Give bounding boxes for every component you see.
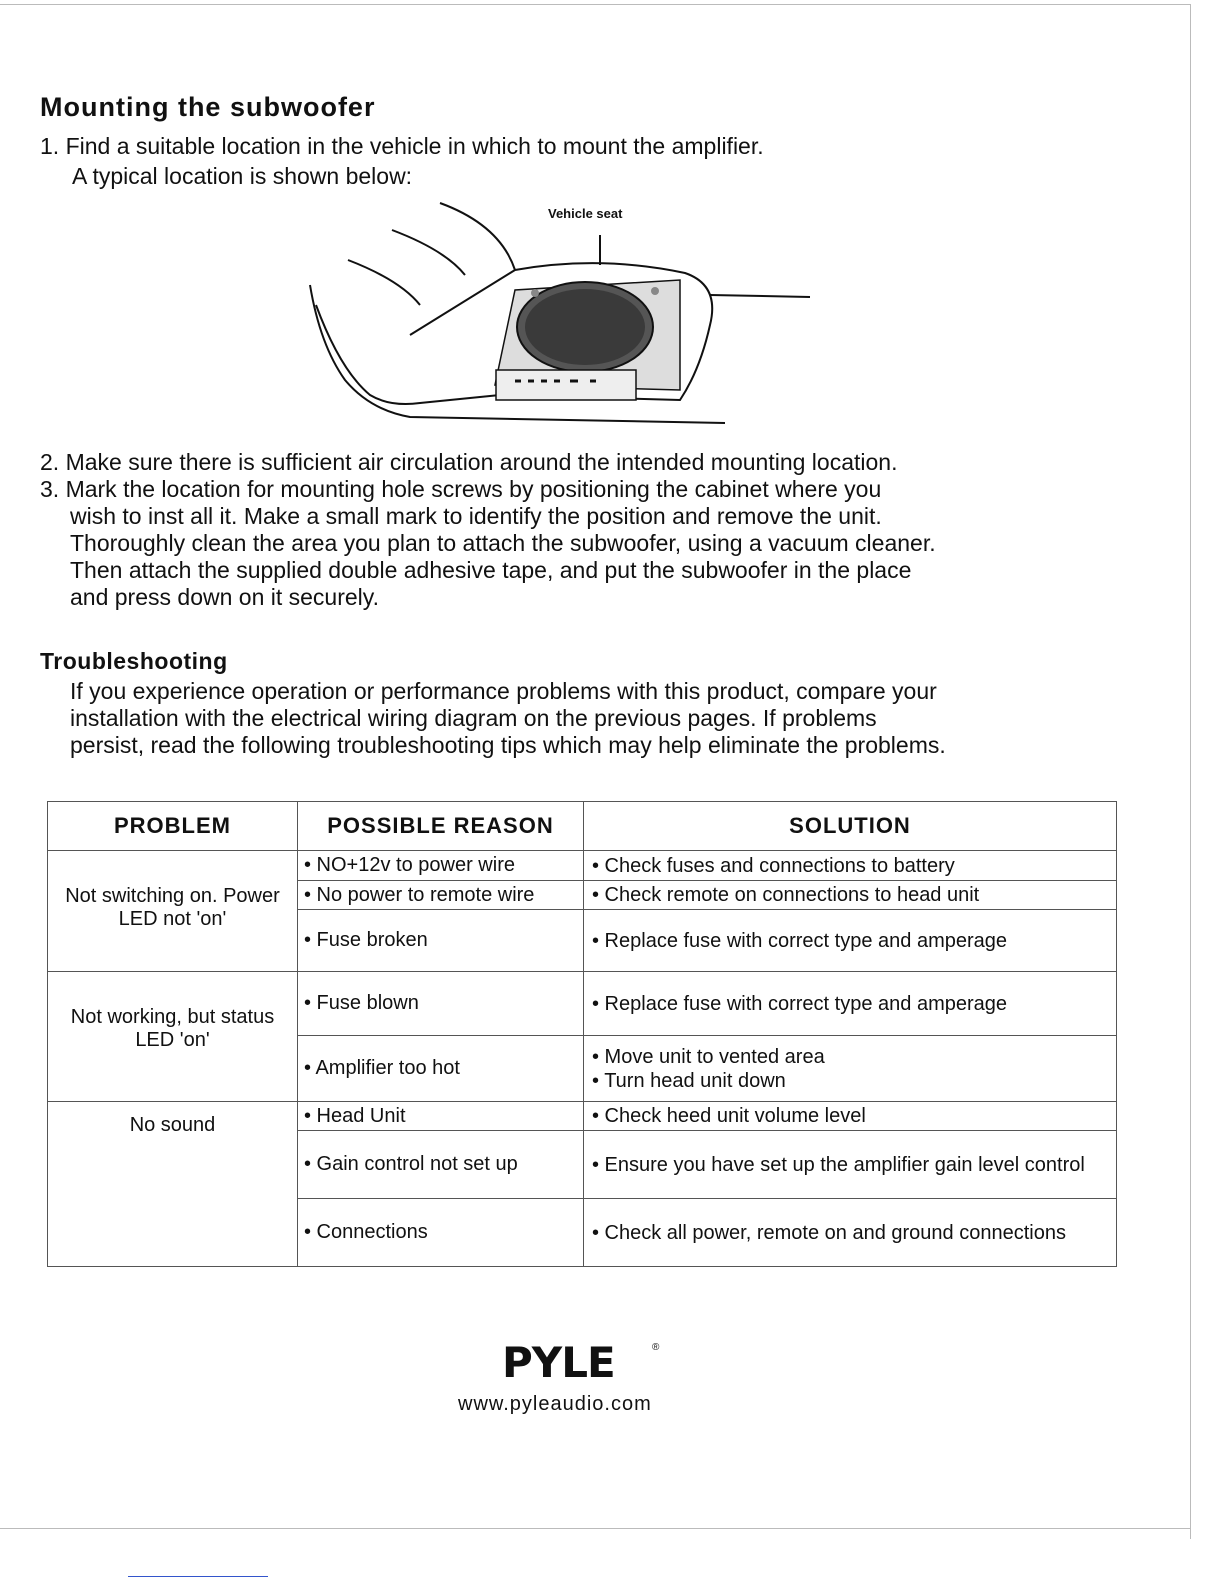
reason-cell: • Head Unit [298, 1102, 584, 1131]
table-header-row [48, 802, 1117, 851]
solution-cell: • Check remote on connections to head unit [584, 881, 1117, 910]
step-3-line-2: wish to inst all it. Make a small mark to identify the position and remove the unit. [70, 503, 882, 529]
link-underline [128, 1576, 268, 1577]
troubleshooting-table [47, 801, 1117, 1267]
solution-cell: • Check heed unit volume level [584, 1102, 1117, 1131]
brand-wordmark: PYLE [502, 1338, 615, 1387]
table-row [48, 851, 1117, 881]
mounting-illustration [300, 195, 820, 440]
page-edge-bottom [0, 1528, 1190, 1529]
step-2: 2. Make sure there is sufficient air circulation around the intended mounting location. [40, 449, 898, 475]
reason-cell: • NO+12v to power wire [298, 851, 584, 881]
header-problem: PROBLEM [48, 802, 298, 851]
reason-cell: • Connections [298, 1199, 584, 1267]
registered-mark-icon: ® [652, 1342, 660, 1353]
problem-cell: Not switching on. Power LED not 'on' [48, 851, 298, 972]
solution-cell: • Replace fuse with correct type and amperage [584, 972, 1117, 1036]
solution-line: • Turn head unit down [592, 1069, 786, 1092]
heading-mounting: Mounting the subwoofer [40, 92, 376, 122]
page-edge-top [0, 4, 1190, 5]
website-url: www.pyleaudio.com [458, 1393, 652, 1415]
solution-line: • Move unit to vented area [592, 1045, 825, 1068]
solution-cell: • Check all power, remote on and ground connections [584, 1199, 1117, 1267]
solution-cell [584, 1036, 1117, 1102]
step-3-line-4: Then attach the supplied double adhesive tape, and put the subwoofer in the place [70, 557, 912, 583]
pyle-logo [500, 1338, 660, 1388]
reason-cell: • No power to remote wire [298, 881, 584, 910]
vehicle-seat-label: Vehicle seat [548, 206, 623, 221]
reason-cell: • Gain control not set up [298, 1131, 584, 1199]
header-solution: SOLUTION [584, 802, 1117, 851]
header-possible-reason: POSSIBLE REASON [298, 802, 584, 851]
step-1-line-2: A typical location is shown below: [72, 163, 413, 189]
trouble-intro-line-3: persist, read the following troubleshooting tips which may help eliminate the problems. [70, 732, 946, 758]
vehicle-seat-drawing [300, 195, 820, 440]
solution-cell: • Check fuses and connections to battery [584, 851, 1117, 881]
reason-cell: • Amplifier too hot [298, 1036, 584, 1102]
step-3-line-1: 3. Mark the location for mounting hole screws by positioning the cabinet where you [40, 476, 882, 502]
solution-cell: • Ensure you have set up the amplifier gain level control [584, 1131, 1117, 1199]
table-row [48, 972, 1117, 1036]
step-3-line-3: Thoroughly clean the area you plan to attach the subwoofer, using a vacuum cleaner. [70, 530, 936, 556]
trouble-intro-line-2: installation with the electrical wiring diagram on the previous pages. If problems [70, 705, 877, 731]
step-1-line-1: 1. Find a suitable location in the vehicle in which to mount the amplifier. [40, 133, 764, 159]
heading-troubleshooting: Troubleshooting [40, 648, 228, 674]
table-row [48, 1102, 1117, 1131]
trouble-intro-line-1: If you experience operation or performance problems with this product, compare your [70, 678, 937, 704]
step-3-line-5: and press down on it securely. [70, 584, 379, 610]
reason-cell: • Fuse broken [298, 910, 584, 972]
problem-cell: No sound [48, 1102, 298, 1267]
reason-cell: • Fuse blown [298, 972, 584, 1036]
page-edge-right [1190, 4, 1191, 1539]
problem-cell: Not working, but status LED 'on' [48, 972, 298, 1102]
solution-cell: • Replace fuse with correct type and amperage [584, 910, 1117, 972]
